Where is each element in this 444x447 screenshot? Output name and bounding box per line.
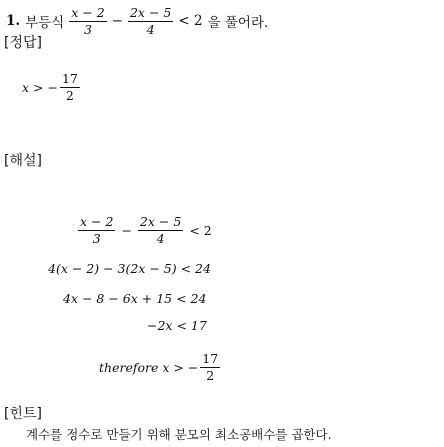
problem-fraction-1-numerator: x − 2: [71, 5, 105, 21]
explanation-step-5: [99, 344, 220, 390]
explanation-header: [해설]: [4, 153, 42, 169]
explanation-step-3: 4x − 8 − 6x + 15 < 24: [63, 291, 207, 306]
problem-fraction-1-denominator: 3: [83, 21, 92, 37]
step5-lhs: therefore x > −: [99, 359, 199, 375]
problem-number: 1.: [6, 13, 21, 29]
explanation-step-1: [78, 207, 212, 253]
answer-fraction-denominator: 2: [65, 87, 74, 103]
step5-fraction-denominator: 2: [206, 367, 215, 383]
step1-fraction-1-denominator: 3: [92, 230, 101, 246]
hint-header: [힌트]: [4, 406, 42, 422]
step1-fraction-2-numerator: 2x − 5: [139, 214, 182, 230]
explanation-step-2: 4(x − 2) − 3(2x − 5) < 24: [48, 261, 211, 276]
step1-rhs: < 2: [189, 222, 212, 238]
answer-expression: [22, 64, 80, 110]
problem-fraction-2: [128, 6, 173, 35]
step5-fraction-numerator: 17: [202, 351, 219, 367]
problem-suffix: 을 풀어라.: [207, 15, 269, 31]
step1-fraction-1: [78, 215, 115, 244]
answer-fraction-numerator: 17: [61, 71, 78, 87]
problem-statement: [6, 2, 268, 40]
problem-minus: −: [111, 13, 123, 29]
problem-fraction-2-denominator: 4: [146, 21, 155, 37]
hint-text: 계수를 정수로 만들기 위해 분모의 최소공배수를 곱한다.: [26, 427, 332, 442]
explanation-step-4: −2x < 17: [147, 318, 207, 333]
step1-fraction-2-denominator: 4: [156, 230, 165, 246]
step5-fraction: [200, 352, 220, 381]
problem-rhs: < 2: [178, 13, 203, 29]
step1-fraction-1-numerator: x − 2: [80, 214, 114, 230]
answer-header: [정답]: [4, 35, 42, 51]
answer-fraction: [60, 72, 80, 101]
step1-minus: −: [121, 222, 132, 238]
problem-fraction-2-numerator: 2x − 5: [129, 5, 172, 21]
problem-prefix: 부등식: [25, 15, 65, 31]
problem-fraction-1: [69, 6, 106, 35]
step1-fraction-2: [138, 215, 183, 244]
answer-lhs: x > −: [22, 79, 58, 95]
